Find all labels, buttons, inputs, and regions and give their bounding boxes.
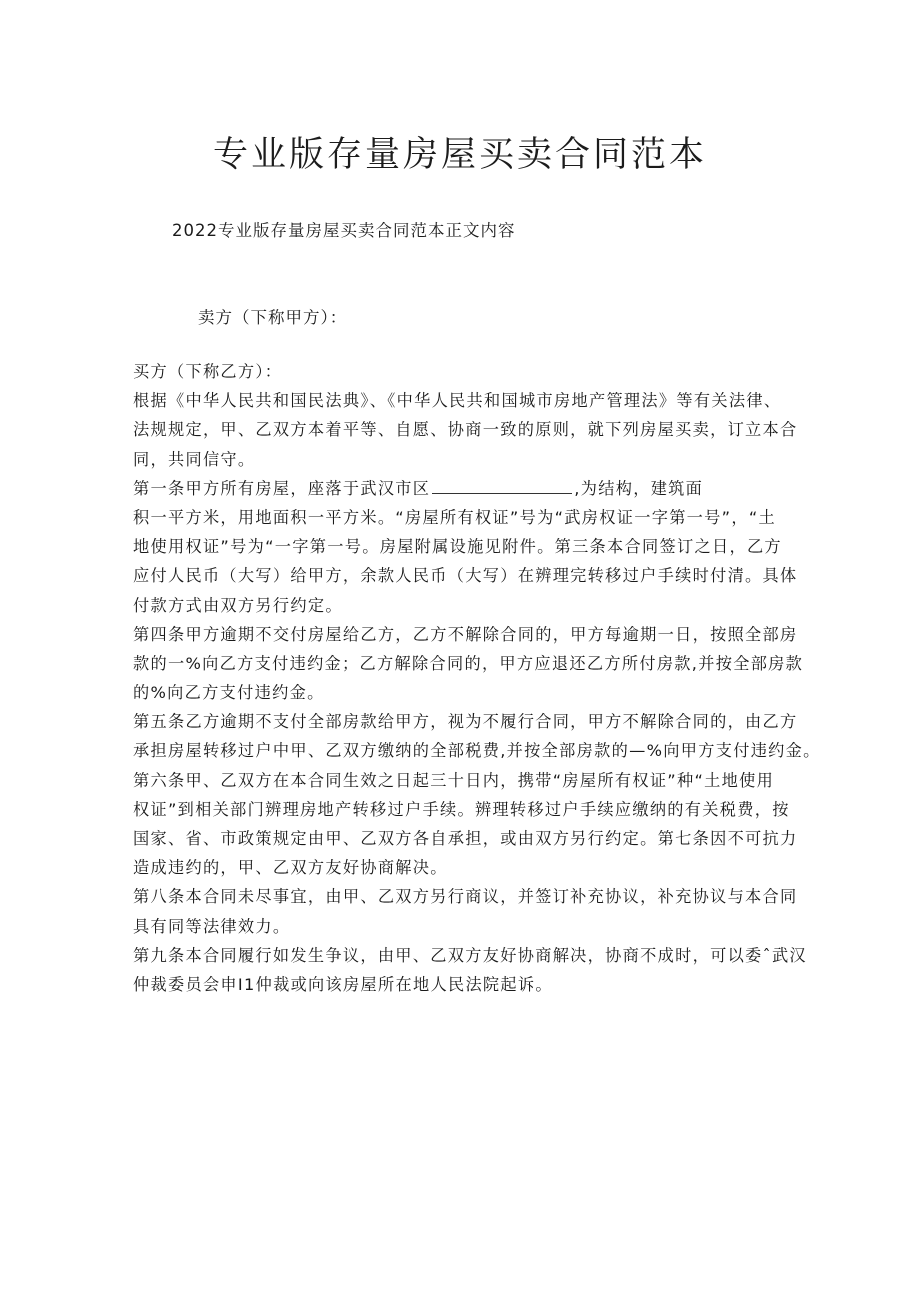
paragraph-line: 付款方式由双方另行约定。: [133, 595, 343, 615]
paragraph-line: 应付人民币（大写）给甲方，余款人民币（大写）在辨理完转移过户手续时付清。具体: [133, 566, 798, 586]
article-1-text: 第一条甲方所有房屋，座落于武汉市区: [133, 478, 431, 498]
paragraph-line: 权证”到相关部门辨理房地产转移过户手续。辨理转移过户手续应缴纳的有关税费，按: [133, 799, 790, 819]
paragraph-line: 第六条甲、乙双方在本合同生效之日起三十日内，携带“房屋所有权证”种“土地使用: [133, 770, 775, 790]
paragraph-line: 同，共同信守。: [133, 449, 256, 469]
document-title: 专业版存量房屋买卖合同范本: [212, 135, 707, 175]
paragraph-line: 积一平方米，用地面积一平方米。“房屋所有权证”号为“武房权证一字第一号”，“土: [133, 507, 777, 527]
document-subtitle: 2022专业版存量房屋买卖合同范本正文内容: [172, 221, 516, 240]
paragraph-line: 承担房屋转移过户中甲、乙双方缴纳的全部税费,并按全部房款的—%向甲方支付违约金。: [133, 741, 821, 761]
paragraph-line: 国家、省、市政策规定由甲、乙双方各自承担，或由双方另行约定。第七条因不可抗力: [133, 829, 798, 848]
paragraph-line: 仲裁委员会申I1仲裁或向该房屋所在地人民法院起诉。: [133, 974, 553, 994]
seller-line: 卖方（下称甲方）：: [198, 308, 348, 327]
paragraph-line: 法规规定，甲、乙双方本着平等、自愿、协商一致的原则，就下列房屋买卖，订立本合: [133, 420, 798, 440]
paragraph-line: 第九条本合同履行如发生争议，由甲、乙双方友好协商解决，协商不成时，可以委ˆ武汉: [133, 945, 807, 965]
paragraph-line: 的%向乙方支付违约金。: [133, 683, 325, 703]
paragraph-line: 第五条乙方逾期不支付全部房款给甲方，视为不履行合同，甲方不解除合同的，由乙方: [133, 712, 798, 732]
contract-body: [133, 357, 821, 999]
paragraph-line: 地使用权证”号为“一字第一号。房屋附属设施见附件。第三条本合同签订之日，乙方: [133, 537, 782, 557]
paragraph-line: 款的一%向乙方支付违约金；乙方解除合同的，甲方应退还乙方所付房款,并按全部房款: [133, 653, 804, 673]
article-1-text-cont: ,为结构，建筑面: [574, 478, 704, 498]
paragraph-line: 造成违约的，甲、乙双方友好协商解决。: [133, 858, 448, 878]
paragraph-line: 具有同等法律效力。: [133, 916, 291, 936]
paragraph-line: 第八条本合同未尽事宜，由甲、乙双方另行商议，并签订补充协议，补充协议与本合同: [133, 887, 798, 907]
paragraph-line: 根据《中华人民共和国民法典》、《中华人民共和国城市房地产管理法》等有关法律、: [133, 391, 782, 411]
paragraph-line: 第四条甲方逾期不交付房屋给乙方，乙方不解除合同的，甲方每逾期一日，按照全部房: [133, 624, 798, 644]
article-1-line: [133, 474, 788, 503]
buyer-line: 买方（下称乙方）：: [133, 362, 283, 381]
address-blank-field: [432, 479, 572, 494]
